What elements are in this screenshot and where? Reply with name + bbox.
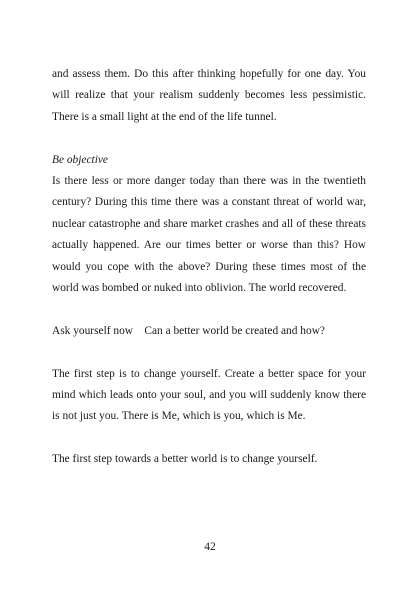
paragraph-gap xyxy=(52,128,366,149)
paragraph-objective: Is there less or more danger today than there was in the twentieth century? During this time there was a constant threat of world war, nuclear catastrophe and share market crashes and all of these threats actually happened. Are our times better or worse than this? How would you cope with the above? During these times most of the world was bombed or nuked into oblivion. The world recovered. xyxy=(52,175,366,295)
paragraph-gap xyxy=(52,299,366,320)
body-text xyxy=(52,64,366,471)
paragraph-question: Ask yourself now Can a better world be created and how? xyxy=(52,324,325,337)
section-heading: Be objective xyxy=(52,153,108,166)
paragraph-continued: and assess them. Do this after thinking hopefully for one day. You will realize that your realism suddenly becomes less pessimistic. There is a small light at the end of the life tunnel. xyxy=(52,68,366,123)
paragraph-conclusion: The first step towards a better world is to change yourself. xyxy=(52,453,318,466)
page-number: 42 xyxy=(204,541,216,553)
paragraph-gap xyxy=(52,428,366,449)
paragraph-first-step: The first step is to change yourself. Create a better space for your mind which leads onto your soul, and you will suddenly know there is not just you. There is Me, which is you, which is Me. xyxy=(52,367,366,423)
paragraph-gap xyxy=(52,342,366,363)
